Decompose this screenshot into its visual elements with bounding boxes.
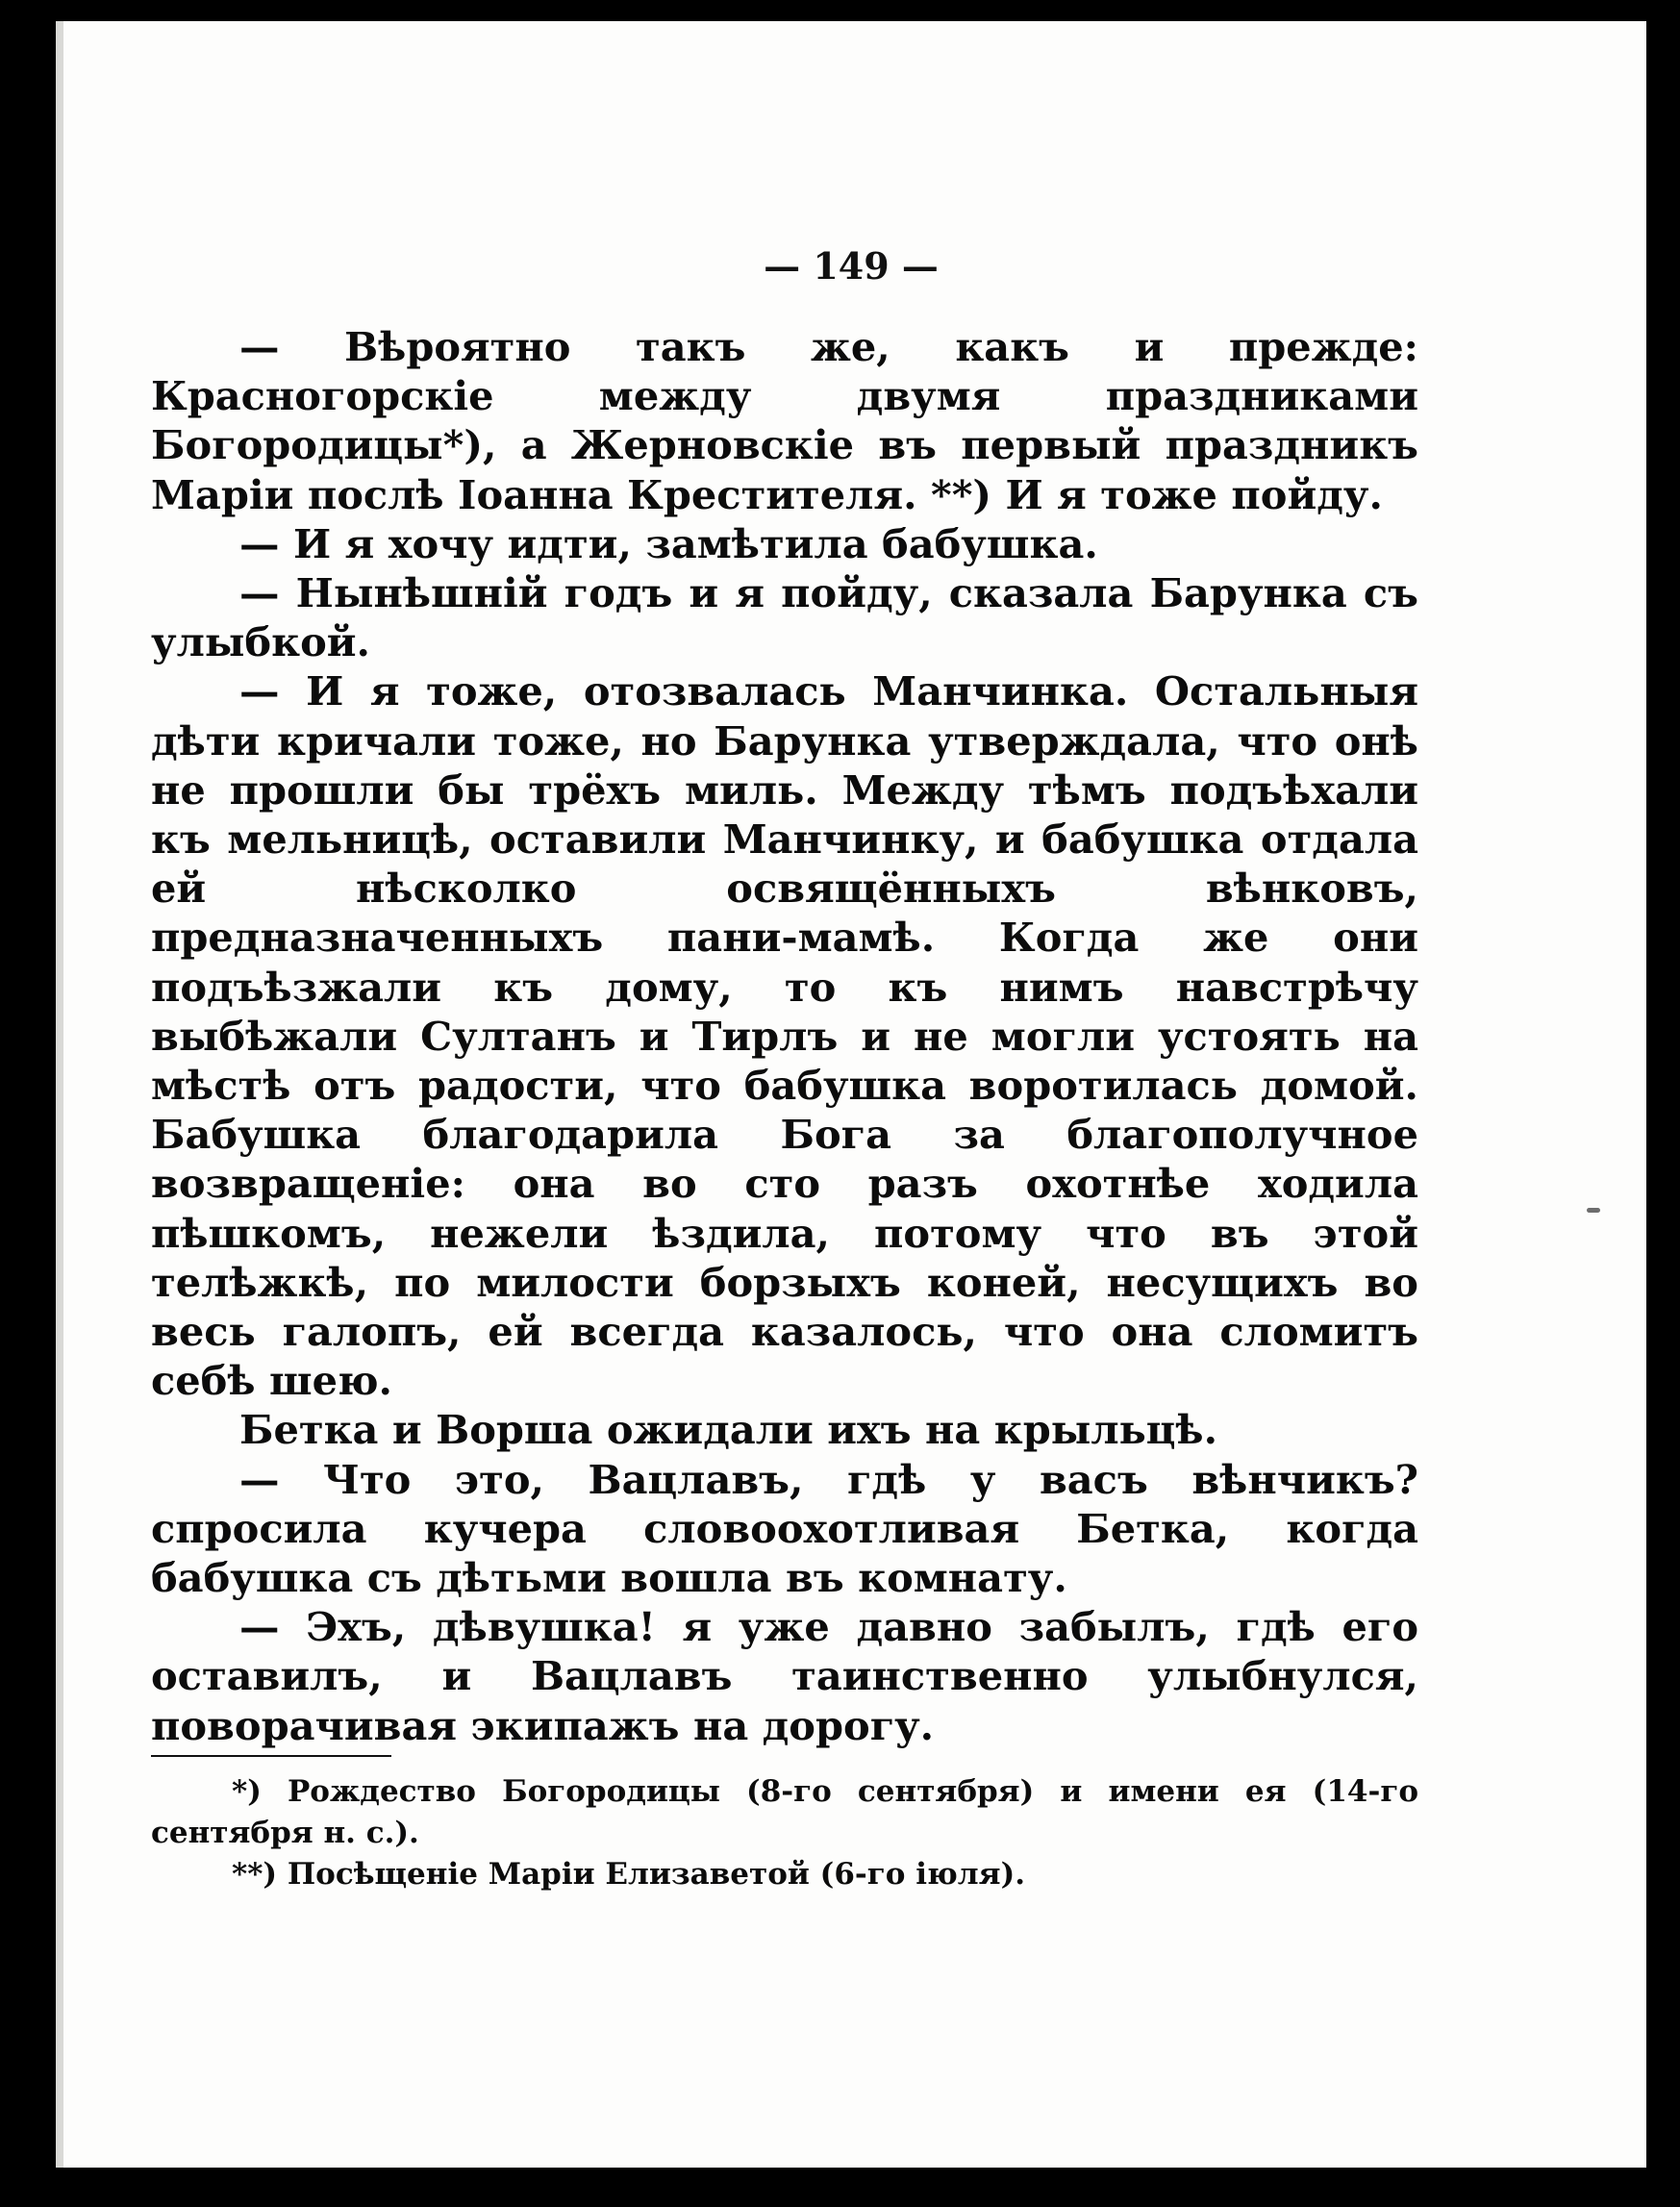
- paragraph: — И я тоже, отозвалась Манчинка. Остальныя дѣти кричали тоже, но Барунка утверждала, что онѣ не прошли бы трёхъ миль. Между тѣмъ подъѣхали къ мельницѣ, оставили Манчинку, и бабушка отдала ей нѣсколко освящённыхъ вѣнковъ, предназначенныхъ пани-мамѣ. Когда же они подъѣзжали къ дому, то къ нимъ навстрѣчу выбѣжали Султанъ и Тирлъ и не могли устоять на мѣстѣ отъ радости, что бабушка воротилась домой. Бабушка благодарила Бога за благополучное возвращеніе: она во сто разъ охотнѣе ходила пѣшкомъ, нежели ѣздила, потому что въ этой телѣжкѣ, по милости борзыхъ коней, несущихъ во весь галопъ, ей всегда казалось, что она сломитъ себѣ шею.: [151, 667, 1418, 1405]
- page-edge: [56, 21, 63, 2168]
- paragraph: Бетка и Ворша ожидали ихъ на крыльцѣ.: [239, 1406, 1218, 1454]
- footnote-rule: [151, 1755, 391, 1757]
- paragraph: — Нынѣшній годъ и я пойду, сказала Барунка съ улыбкой.: [151, 569, 1418, 666]
- footnotes: [151, 1771, 1418, 1895]
- footnote: *) Рождество Богородицы (8-го сентября) и имени ея (14-го сентября н. с.).: [151, 1774, 1418, 1850]
- paragraph: — Эхъ, дѣвушка! я уже давно забылъ, гдѣ его оставилъ, и Вацлавъ таинственно улыбнулся, поворачивая экипажъ на дорогу.: [151, 1603, 1418, 1749]
- page-number: — 149 —: [764, 244, 939, 288]
- footnote: **) Посѣщеніе Маріи Елизаветой (6-го іюля).: [232, 1857, 1026, 1892]
- scan-speck: [1587, 1208, 1600, 1213]
- paragraph: — И я хочу идти, замѣтила бабушка.: [239, 519, 1098, 567]
- paragraph: — Что это, Вацлавъ, гдѣ у васъ вѣнчикъ? спросила кучера словоохотливая Бетка, когда бабушка съ дѣтьми вошла въ комнату.: [151, 1455, 1418, 1602]
- body-text: [151, 322, 1418, 1750]
- paragraph: — Вѣроятно такъ же, какъ и прежде: Красногорскіе между двумя праздниками Богородицы*), а Жерновскіе въ первый праздникъ Маріи послѣ Іоанна Крестителя. **) И я тоже пойду.: [151, 323, 1418, 518]
